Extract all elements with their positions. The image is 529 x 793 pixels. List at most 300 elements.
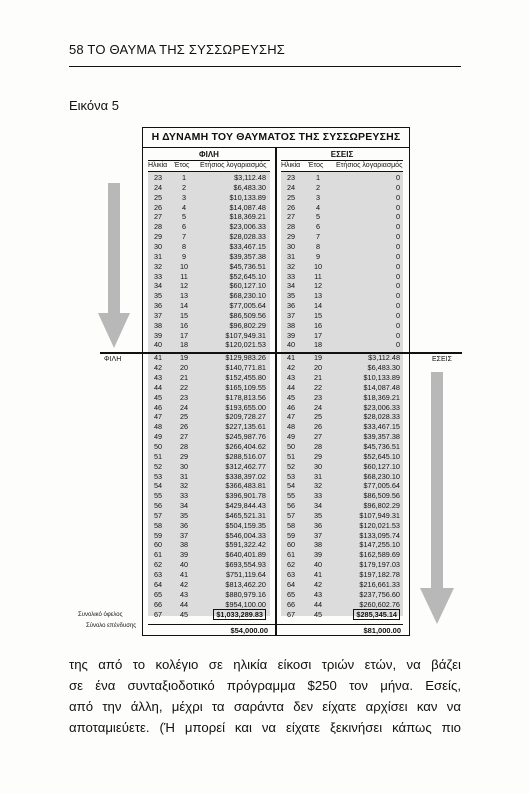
total-rule — [148, 624, 403, 625]
friend-balance-cell: $129,983.26 — [225, 353, 266, 363]
friend-year-cell: 30 — [179, 461, 189, 471]
you-total-benefit: $285,345.14 — [353, 609, 400, 620]
you-year-cell: 37 — [313, 530, 323, 540]
body-line: σε ένα συνταξιοδοτικό πρόγραμμα $250 τον μήνα. Εσείς, — [69, 678, 461, 693]
you-balance-cell: 0 — [395, 222, 400, 232]
friend-year-cell: 22 — [179, 382, 189, 392]
you-section-title: ΕΣΕΙΣ — [330, 150, 354, 159]
friend-age-cell: 25 — [153, 192, 163, 202]
you-balance-cell: $6,483.30 — [367, 363, 400, 373]
you-year-cell: 34 — [313, 501, 323, 511]
friend-balance-cell: $60,127.10 — [229, 281, 266, 291]
you-year-cell: 38 — [313, 540, 323, 550]
you-col-balance: Ετήσιος λογαριασμός — [336, 162, 403, 169]
you-year-cell: 32 — [313, 481, 323, 491]
friend-year-cell: 41 — [179, 570, 189, 579]
friend-age-cell: 59 — [153, 530, 163, 540]
you-age-cell: 50 — [286, 441, 296, 451]
you-age-cell: 56 — [286, 501, 296, 511]
you-balance-cell: 0 — [395, 281, 400, 291]
friend-year-cell: 31 — [179, 471, 189, 481]
friend-balance-cell: $178,813.56 — [225, 392, 266, 402]
friend-year-cell: 29 — [179, 451, 189, 461]
you-age-cell: 43 — [286, 373, 296, 382]
friend-side-label: ΦΙΛΗ — [104, 356, 122, 363]
you-balance-cell: 0 — [395, 212, 400, 222]
friend-balance-cell: $338,397.02 — [225, 471, 266, 481]
friend-year-cell: 32 — [179, 481, 189, 491]
friend-balance-cell: $366,483.81 — [225, 481, 266, 491]
you-age-cell: 52 — [286, 461, 296, 471]
you-year-cell: 9 — [315, 251, 321, 261]
you-year-cell: 3 — [315, 192, 321, 202]
friend-age-cell: 60 — [153, 540, 163, 550]
friend-age-cell: 31 — [153, 251, 163, 261]
you-year-cell: 4 — [315, 202, 321, 212]
you-year-cell: 35 — [313, 510, 323, 520]
friend-balance-cell: $77,005.64 — [229, 301, 266, 311]
you-age-cell: 61 — [286, 550, 296, 560]
friend-year-cell: 34 — [179, 501, 189, 511]
you-balance-cell: 0 — [395, 202, 400, 212]
friend-balance-cell: $880,979.16 — [225, 589, 266, 599]
you-year-cell: 17 — [313, 330, 323, 340]
you-year-cell: 6 — [315, 222, 321, 232]
table-title: Η ΔΥΝΑΜΗ ΤΟΥ ΘΑΥΜΑΤΟΣ ΤΗΣ ΣΥΣΣΩΡΕΥΣΗΣ — [151, 131, 401, 143]
you-age-cell: 63 — [286, 570, 296, 579]
friend-year-cell: 14 — [179, 301, 189, 311]
you-year-cell: 28 — [313, 441, 323, 451]
you-year-cell: 12 — [313, 281, 323, 291]
you-balance-cell: $14,087.48 — [363, 382, 400, 392]
friend-age-cell: 26 — [153, 202, 163, 212]
friend-age-cell: 42 — [153, 363, 163, 373]
friend-balance-cell: $165,109.55 — [225, 382, 266, 392]
you-age-cell: 38 — [286, 320, 296, 330]
you-balance-cell: $39,357.38 — [363, 432, 400, 442]
friend-year-cell: 9 — [181, 251, 187, 261]
you-balance-cell: $179,197.03 — [359, 560, 400, 570]
friend-year-cell: 15 — [179, 310, 189, 320]
friend-age-cell: 30 — [153, 241, 163, 251]
you-year-cell: 16 — [313, 320, 323, 330]
friend-age-cell: 50 — [153, 441, 163, 451]
friend-balance-cell: $6,483.30 — [233, 182, 266, 192]
you-balance-cell: $107,949.31 — [359, 510, 400, 520]
friend-age-cell: 63 — [153, 570, 163, 579]
friend-year-cell: 18 — [179, 340, 189, 350]
you-balance-cell: $133,095.74 — [359, 530, 400, 540]
friend-year-cell: 27 — [179, 432, 189, 442]
you-balance-cell: $68,230.10 — [363, 471, 400, 481]
friend-age-cell: 55 — [153, 491, 163, 501]
you-balance-cell: $260,602.76 — [359, 599, 400, 609]
you-balance-cell: $28,028.33 — [363, 412, 400, 422]
friend-age-cell: 35 — [153, 291, 163, 301]
you-year-cell: 43 — [313, 589, 323, 599]
you-balance-cell: 0 — [395, 232, 400, 242]
you-year-cell: 29 — [313, 451, 323, 461]
friend-year-cell: 44 — [179, 599, 189, 609]
friend-year-cell: 33 — [179, 491, 189, 501]
friend-age-cell: 48 — [153, 422, 163, 432]
friend-balance-cell: $18,369.21 — [229, 212, 266, 222]
friend-balance-cell: $120,021.53 — [225, 340, 266, 350]
you-year-cell: 36 — [313, 520, 323, 530]
you-age-cell: 44 — [286, 382, 296, 392]
you-year-cell: 33 — [313, 491, 323, 501]
friend-age-cell: 67 — [153, 610, 163, 620]
friend-balance-cell: $396,901.78 — [225, 491, 266, 501]
friend-year-cell: 23 — [179, 392, 189, 402]
you-year-cell: 27 — [313, 432, 323, 442]
friend-year-cell: 3 — [181, 192, 187, 202]
you-year-cell: 14 — [313, 301, 323, 311]
body-line: από την άλλη, μέχρι τα σαράντα δεν είχατε αρχίσει καν να — [69, 699, 461, 714]
header-rule — [69, 66, 461, 67]
friend-down-arrow-icon — [98, 183, 130, 348]
friend-balance-cell: $245,987.76 — [225, 432, 266, 442]
friend-balance-cell: $465,521.31 — [225, 510, 266, 520]
you-balance-cell: 0 — [395, 330, 400, 340]
friend-year-cell: 43 — [179, 589, 189, 599]
you-balance-cell: 0 — [395, 173, 400, 182]
friend-year-cell: 11 — [180, 271, 188, 281]
friend-balance-cell: $312,462.77 — [225, 461, 266, 471]
you-age-cell: 25 — [286, 192, 296, 202]
you-year-cell: 19 — [313, 353, 323, 363]
you-year-cell: 21 — [313, 373, 323, 382]
friend-year-cell: 1 — [181, 173, 187, 182]
you-balance-cell: 0 — [395, 271, 400, 281]
you-age-cell: 53 — [286, 471, 296, 481]
friend-year-cell: 39 — [179, 550, 189, 560]
friend-balance-cell — [200, 610, 266, 619]
friend-section-rule — [148, 160, 270, 161]
friend-age-cell: 23 — [153, 173, 163, 182]
friend-age-cell: 66 — [153, 599, 163, 609]
friend-balance-cell: $954,100.00 — [225, 599, 266, 609]
you-age-cell: 64 — [286, 579, 296, 589]
you-age-cell: 48 — [286, 422, 296, 432]
you-age-cell: 46 — [286, 402, 296, 412]
you-balance-cell: $237,756.60 — [359, 589, 400, 599]
friend-age-cell: 34 — [153, 281, 163, 291]
friend-balance-cell: $52,645.10 — [229, 271, 266, 281]
friend-balance-cell: $86,509.56 — [229, 310, 266, 320]
friend-age-cell: 45 — [153, 392, 163, 402]
friend-col-age: Ηλικία — [148, 162, 168, 169]
friend-balance-cell: $504,159.35 — [225, 520, 266, 530]
column-divider — [275, 148, 277, 635]
friend-year-cell: 12 — [179, 281, 189, 291]
you-age-cell: 66 — [286, 599, 296, 609]
you-year-cell: 44 — [313, 599, 323, 609]
you-year-cell: 1 — [315, 173, 321, 182]
friend-year-cell: 5 — [181, 212, 187, 222]
you-age-cell: 65 — [286, 589, 296, 599]
friend-balance-cell: $152,455.80 — [225, 373, 266, 382]
friend-balance-cell: $591,322.42 — [225, 540, 266, 550]
you-balance-cell: 0 — [395, 340, 400, 350]
you-age-cell: 30 — [286, 241, 296, 251]
friend-year-cell: 37 — [179, 530, 189, 540]
you-year-cell: 23 — [313, 392, 323, 402]
friend-age-cell: 24 — [153, 182, 163, 192]
friend-year-cell: 21 — [179, 373, 189, 382]
friend-year-cell: 40 — [179, 560, 189, 570]
you-age-cell: 23 — [286, 173, 296, 182]
you-age-cell: 31 — [286, 251, 296, 261]
split-line-table — [142, 352, 410, 354]
you-colhead-rule — [281, 171, 403, 172]
you-age-cell: 35 — [286, 291, 296, 301]
friend-year-cell: 7 — [181, 232, 187, 242]
you-col-age: Ηλικία — [281, 162, 301, 169]
friend-balance-cell: $693,554.93 — [225, 560, 266, 570]
you-year-cell: 30 — [313, 461, 323, 471]
you-year-cell: 25 — [313, 412, 323, 422]
friend-age-cell: 54 — [153, 481, 163, 491]
you-year-cell: 31 — [313, 471, 323, 481]
friend-age-cell: 65 — [153, 589, 163, 599]
friend-balance-cell: $23,006.33 — [229, 222, 266, 232]
you-age-cell: 49 — [286, 432, 296, 442]
friend-age-cell: 37 — [153, 310, 163, 320]
friend-balance-cell: $227,135.61 — [225, 422, 266, 432]
you-age-cell: 51 — [286, 451, 296, 461]
you-year-cell: 22 — [313, 382, 323, 392]
you-year-cell: 7 — [315, 232, 321, 242]
you-balance-cell: 0 — [395, 251, 400, 261]
you-side-label: ΕΣΕΙΣ — [432, 356, 452, 363]
you-section-rule — [281, 160, 403, 161]
you-total-investment: $81,000.00 — [363, 626, 401, 635]
you-year-cell: 20 — [313, 363, 323, 373]
page-header: 58 ΤΟ ΘΑΥΜΑ ΤΗΣ ΣΥΣΣΩΡΕΥΣΗΣ — [69, 42, 286, 57]
you-age-cell: 32 — [286, 261, 296, 271]
you-age-cell: 37 — [286, 310, 296, 320]
friend-age-cell: 36 — [153, 301, 163, 311]
you-balance-cell: 0 — [395, 241, 400, 251]
total-investment-label: Σύνολο επένδυσης — [86, 623, 137, 629]
friend-year-cell: 25 — [179, 412, 189, 422]
you-balance-cell: 0 — [395, 291, 400, 301]
friend-balance-cell: $751,119.64 — [225, 570, 266, 579]
friend-balance-cell: $10,133.89 — [229, 192, 266, 202]
friend-balance-cell: $193,655.00 — [225, 402, 266, 412]
friend-age-cell: 41 — [153, 353, 163, 363]
friend-balance-cell: $96,802.29 — [229, 320, 266, 330]
you-year-cell: 18 — [313, 340, 323, 350]
you-age-cell: 42 — [286, 363, 296, 373]
friend-age-cell: 49 — [153, 432, 163, 442]
you-age-cell: 45 — [286, 392, 296, 402]
friend-balance-cell: $33,467.15 — [229, 241, 266, 251]
you-year-cell: 11 — [314, 271, 322, 281]
body-paragraph — [69, 654, 461, 738]
you-year-cell: 39 — [313, 550, 323, 560]
you-age-cell: 36 — [286, 301, 296, 311]
you-age-cell: 33 — [286, 271, 296, 281]
you-year-cell: 41 — [313, 570, 323, 579]
you-age-cell: 60 — [286, 540, 296, 550]
friend-colhead-rule — [148, 171, 270, 172]
you-year-cell: 8 — [315, 241, 321, 251]
you-age-cell: 62 — [286, 560, 296, 570]
you-balance-cell: $120,021.53 — [359, 520, 400, 530]
you-balance-cell: $96,802.29 — [363, 501, 400, 511]
you-age-cell: 27 — [286, 212, 296, 222]
body-line: της από το κολέγιο σε ηλικία είκοσι τριών ετών, να βάζει — [69, 657, 461, 672]
friend-balance-cell: $813,462.20 — [225, 579, 266, 589]
friend-balance-cell: $45,736.51 — [229, 261, 266, 271]
friend-year-cell: 38 — [179, 540, 189, 550]
you-balance-cell: 0 — [395, 261, 400, 271]
friend-balance-cell: $429,844.43 — [225, 501, 266, 511]
you-balance-cell: $18,369.21 — [363, 392, 400, 402]
friend-total-benefit: $1,033,289.83 — [213, 609, 266, 620]
friend-age-cell: 38 — [153, 320, 163, 330]
you-year-cell: 10 — [313, 261, 323, 271]
you-balance-cell: 0 — [395, 192, 400, 202]
you-balance-cell — [332, 610, 400, 619]
friend-year-cell: 45 — [179, 610, 189, 620]
friend-year-cell: 17 — [179, 330, 189, 340]
friend-age-cell: 29 — [153, 232, 163, 242]
friend-balance-cell: $266,404.62 — [225, 441, 266, 451]
friend-age-cell: 40 — [153, 340, 163, 350]
friend-balance-cell: $640,401.89 — [225, 550, 266, 560]
friend-age-cell: 62 — [153, 560, 163, 570]
you-balance-cell: $52,645.10 — [363, 451, 400, 461]
friend-year-cell: 8 — [181, 241, 187, 251]
you-year-cell: 42 — [313, 579, 323, 589]
friend-balance-cell: $39,357.38 — [229, 251, 266, 261]
friend-year-cell: 2 — [181, 182, 187, 192]
friend-age-cell: 32 — [153, 261, 163, 271]
you-year-cell: 13 — [313, 291, 323, 301]
friend-balance-cell: $3,112.48 — [234, 173, 266, 182]
you-balance-cell: $3,112.48 — [368, 353, 400, 363]
friend-total-investment: $54,000.00 — [230, 626, 268, 635]
split-line-right — [410, 352, 462, 354]
you-age-cell: 39 — [286, 330, 296, 340]
you-balance-cell: $86,509.56 — [363, 491, 400, 501]
you-year-cell: 40 — [313, 560, 323, 570]
friend-balance-cell: $107,949.31 — [225, 330, 266, 340]
split-line-left — [100, 352, 142, 354]
friend-age-cell: 58 — [153, 520, 163, 530]
friend-age-cell: 44 — [153, 382, 163, 392]
you-balance-cell: $216,661.33 — [359, 579, 400, 589]
friend-balance-cell: $68,230.10 — [229, 291, 266, 301]
you-balance-cell: $45,736.51 — [363, 441, 400, 451]
friend-age-cell: 27 — [153, 212, 163, 222]
you-balance-cell: 0 — [395, 320, 400, 330]
you-balance-cell: $23,006.33 — [363, 402, 400, 412]
friend-year-cell: 4 — [181, 202, 187, 212]
friend-age-cell: 53 — [153, 471, 163, 481]
you-balance-cell: $33,467.15 — [363, 422, 400, 432]
you-balance-cell: 0 — [395, 301, 400, 311]
friend-year-cell: 6 — [181, 222, 187, 232]
you-balance-cell: $162,589.69 — [359, 550, 400, 560]
you-year-cell: 2 — [315, 182, 321, 192]
friend-balance-cell: $546,004.33 — [225, 530, 266, 540]
friend-balance-cell: $14,087.48 — [229, 202, 266, 212]
friend-year-cell: 10 — [179, 261, 189, 271]
you-down-arrow-icon — [420, 372, 454, 624]
you-age-cell: 28 — [286, 222, 296, 232]
you-balance-cell: $147,255.10 — [359, 540, 400, 550]
friend-col-balance: Ετήσιος λογαριασμός — [200, 162, 267, 169]
friend-year-cell: 13 — [179, 291, 189, 301]
total-benefit-label: Συνολικό όφελος — [78, 612, 123, 618]
you-balance-cell: $77,005.64 — [363, 481, 400, 491]
friend-age-cell: 56 — [153, 501, 163, 511]
body-line: αποταμιεύετε. (Ή μπορεί και να είχατε ξεκινήσει κάπως πιο — [69, 720, 461, 735]
friend-section-title: ΦΙΛΗ — [199, 150, 219, 159]
friend-age-cell: 51 — [153, 451, 163, 461]
you-age-cell: 59 — [286, 530, 296, 540]
you-age-cell: 34 — [286, 281, 296, 291]
you-year-cell: 5 — [315, 212, 321, 222]
you-age-cell: 58 — [286, 520, 296, 530]
you-age-cell: 67 — [286, 610, 296, 620]
friend-age-cell: 52 — [153, 461, 163, 471]
you-age-cell: 54 — [286, 481, 296, 491]
you-age-cell: 24 — [286, 182, 296, 192]
friend-balance-cell: $140,771.81 — [225, 363, 266, 373]
you-year-cell: 45 — [313, 610, 323, 620]
friend-age-cell: 28 — [153, 222, 163, 232]
you-age-cell: 57 — [286, 510, 296, 520]
friend-balance-cell: $28,028.33 — [229, 232, 266, 242]
friend-age-cell: 33 — [153, 271, 163, 281]
you-balance-cell: $60,127.10 — [363, 461, 400, 471]
friend-year-cell: 26 — [179, 422, 189, 432]
you-balance-cell: $197,182.78 — [359, 570, 400, 579]
you-balance-cell: 0 — [395, 182, 400, 192]
friend-year-cell: 42 — [179, 579, 189, 589]
friend-year-cell: 20 — [179, 363, 189, 373]
friend-year-cell: 16 — [179, 320, 189, 330]
friend-year-cell: 35 — [179, 510, 189, 520]
figure-label: Εικόνα 5 — [69, 98, 119, 113]
you-year-cell: 26 — [313, 422, 323, 432]
friend-age-cell: 43 — [153, 373, 163, 382]
friend-age-cell: 61 — [153, 550, 163, 560]
friend-col-year: Έτος — [174, 162, 190, 169]
friend-year-cell: 19 — [179, 353, 189, 363]
friend-age-cell: 47 — [153, 412, 163, 422]
you-year-cell: 15 — [313, 310, 323, 320]
you-year-cell: 24 — [313, 402, 323, 412]
friend-age-cell: 64 — [153, 579, 163, 589]
friend-year-cell: 24 — [179, 402, 189, 412]
you-age-cell: 26 — [286, 202, 296, 212]
you-age-cell: 47 — [286, 412, 296, 422]
friend-age-cell: 39 — [153, 330, 163, 340]
friend-balance-cell: $209,728.27 — [225, 412, 266, 422]
you-age-cell: 41 — [286, 353, 296, 363]
friend-balance-cell: $288,516.07 — [225, 451, 266, 461]
you-age-cell: 40 — [286, 340, 296, 350]
friend-year-cell: 28 — [179, 441, 189, 451]
friend-age-cell: 57 — [153, 510, 163, 520]
friend-age-cell: 46 — [153, 402, 163, 412]
